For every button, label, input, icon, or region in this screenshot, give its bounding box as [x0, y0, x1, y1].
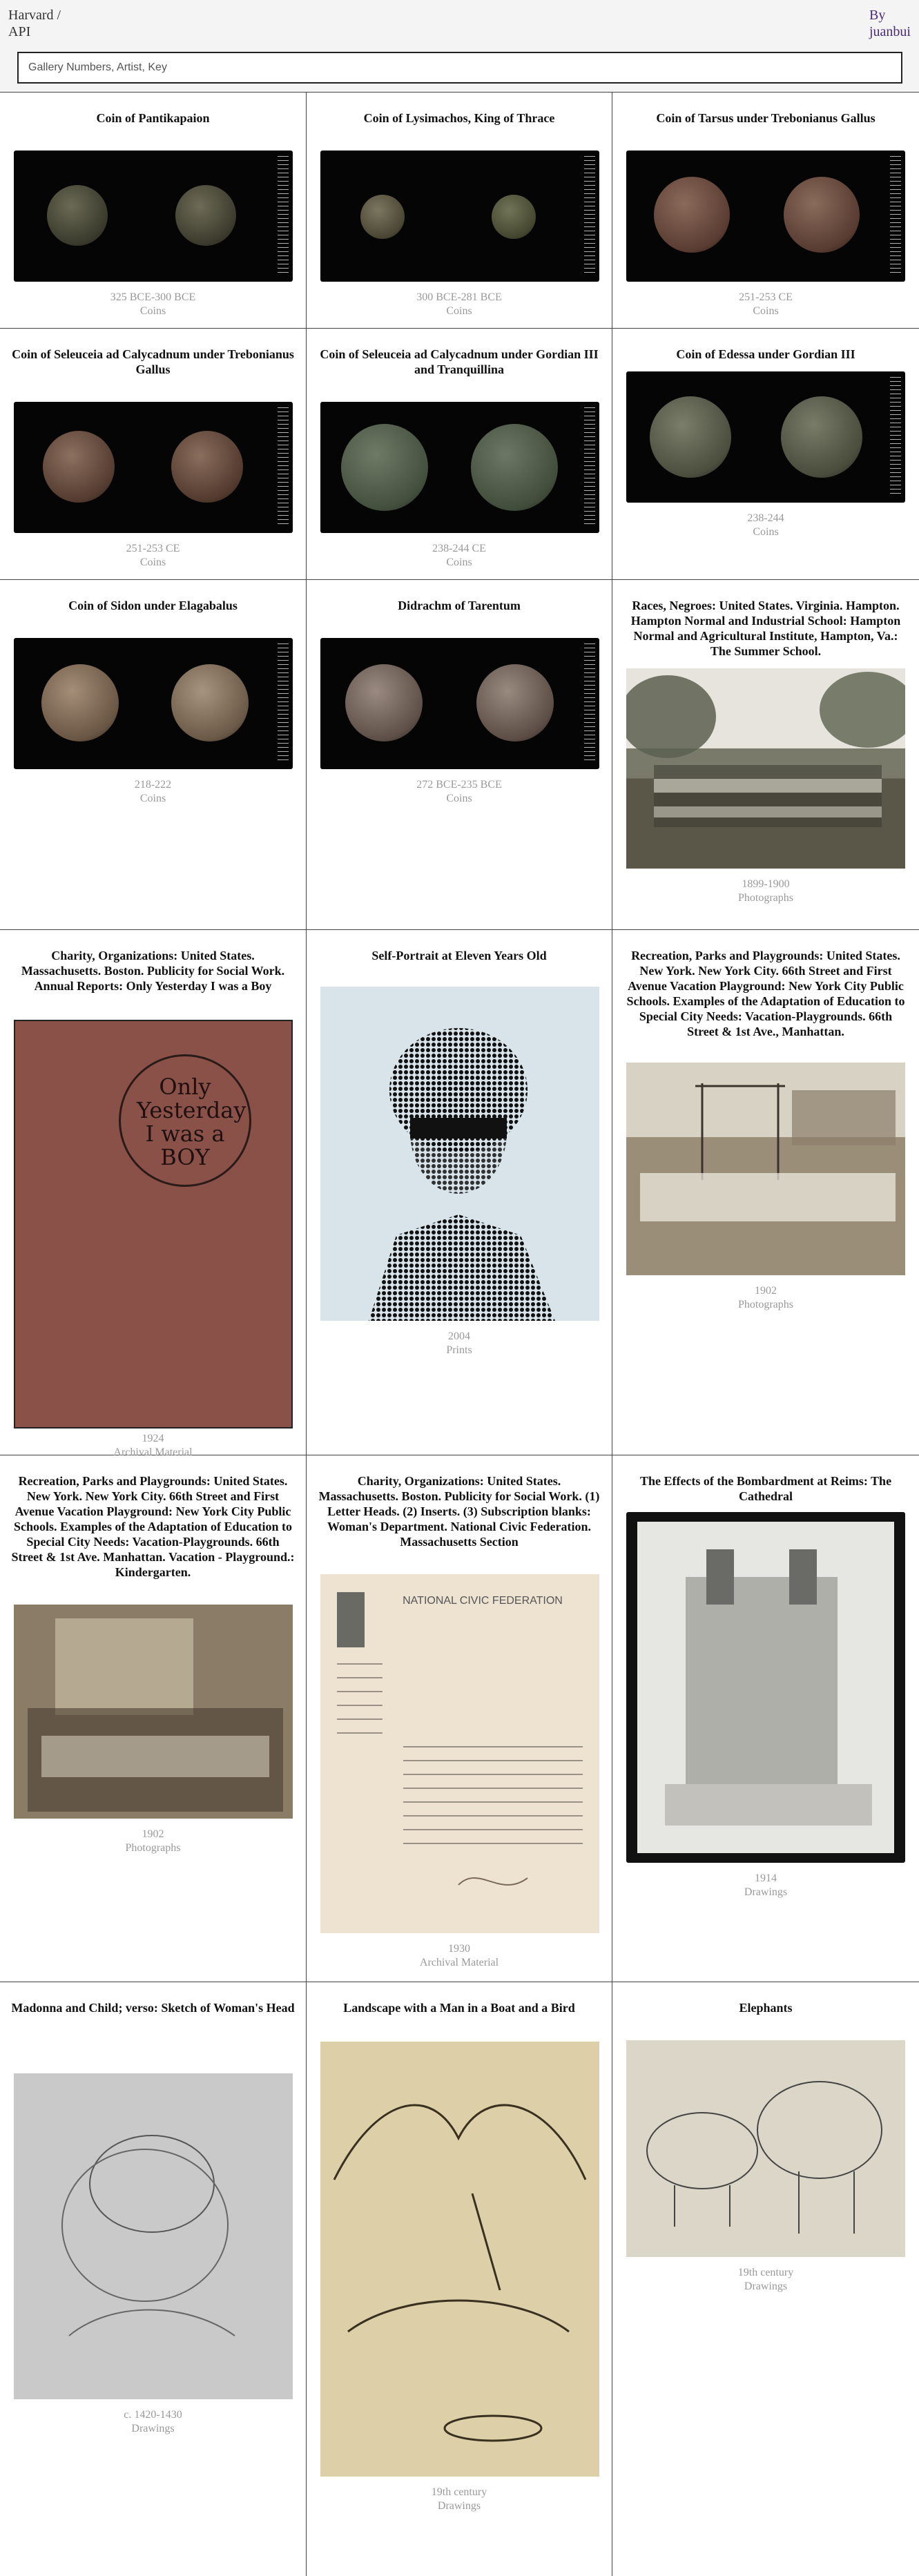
- card-classification: Drawings: [437, 2500, 481, 2512]
- cathedral-sketch-illustration: [637, 1522, 894, 1853]
- coin-reverse: [784, 177, 860, 253]
- coin-image[interactable]: [320, 638, 599, 769]
- card-classification: Photographs: [738, 892, 793, 904]
- cover-title: Only Yesterday I was a BOY: [137, 1074, 246, 1170]
- drawing-image[interactable]: [626, 2040, 905, 2257]
- card-date: c. 1420-1430: [124, 2409, 182, 2421]
- letter-body-illustration: [320, 1574, 599, 1933]
- card-classification: Coins: [139, 556, 166, 568]
- card-classification: Archival Material: [419, 1957, 499, 1968]
- card-title[interactable]: Elephants: [739, 2001, 793, 2015]
- result-card[interactable]: [0, 930, 307, 1458]
- card-title[interactable]: Coin of Pantikapaion: [96, 111, 210, 125]
- card-title[interactable]: Races, Negroes: United States. Virginia. Hampton. Hampton Normal and Industrial School: Hampton Normal and Agricultural Institute, Hampton, Va.: The Summer School.: [630, 599, 901, 658]
- card-classification: Photographs: [125, 1842, 181, 1854]
- card-title[interactable]: The Effects of the Bombardment at Reims: The Cathedral: [639, 1474, 892, 1503]
- card-date: 300 BCE-281 BCE: [416, 291, 502, 303]
- coin-reverse: [781, 396, 862, 478]
- madonna-sketch-illustration: [14, 2073, 293, 2399]
- result-card[interactable]: [307, 580, 612, 930]
- card-classification: Drawings: [744, 2280, 788, 2292]
- scale-ruler: [584, 643, 595, 764]
- card-date: 251-253 CE: [739, 291, 793, 303]
- coin-image[interactable]: [14, 151, 293, 282]
- scale-ruler: [278, 156, 289, 276]
- coin-image[interactable]: [626, 151, 905, 282]
- scale-ruler: [584, 156, 595, 276]
- coin-reverse: [492, 195, 536, 239]
- coin-reverse: [471, 424, 558, 511]
- coin-obverse: [650, 396, 731, 478]
- card-title[interactable]: Coin of Tarsus under Trebonianus Gallus: [656, 111, 876, 125]
- playground-photo-illustration: [626, 1063, 905, 1275]
- group-photo-illustration: [626, 668, 905, 869]
- scale-ruler: [584, 407, 595, 527]
- card-classification: Archival Material: [113, 1446, 193, 1458]
- coin-image[interactable]: [14, 638, 293, 769]
- card-title[interactable]: Coin of Edessa under Gordian III: [676, 347, 855, 361]
- card-date: 1930: [448, 1943, 470, 1955]
- scale-ruler: [890, 377, 901, 497]
- coin-obverse: [43, 431, 115, 503]
- card-classification: Coins: [446, 305, 472, 317]
- card-date: 1914: [755, 1872, 777, 1884]
- brand-line-2[interactable]: API: [8, 24, 31, 39]
- coin-obverse: [41, 664, 119, 742]
- card-date: 1899-1900: [742, 878, 790, 890]
- card-title[interactable]: Landscape with a Man in a Boat and a Bird: [343, 2001, 575, 2015]
- card-classification: Prints: [446, 1344, 472, 1356]
- card-date: 238-244: [747, 512, 784, 524]
- result-card[interactable]: [0, 93, 307, 329]
- card-title[interactable]: Charity, Organizations: United States. Massachusetts. Boston. Publicity for Social Work. Annual Reports: Only Yesterday I was a Boy: [21, 949, 285, 993]
- card-title[interactable]: Self-Portrait at Eleven Years Old: [371, 949, 547, 962]
- elephants-sketch-illustration: [626, 2040, 905, 2257]
- card-title[interactable]: Didrachm of Tarentum: [398, 599, 521, 612]
- result-card[interactable]: [612, 329, 919, 580]
- card-classification: Coins: [753, 305, 779, 317]
- brand[interactable]: [8, 7, 61, 40]
- card-title[interactable]: Recreation, Parks and Playgrounds: United States. New York. New York City. 66th Street and First Avenue Vacation Playground: New York City Public Schools. Examples of the Adaptation of Education to Special City Needs: Vacation-Playgrounds. 66th Street & 1st Ave. Manhattan. Vacation - Playground.: Kindergarten.: [11, 1474, 295, 1579]
- card-date: 238-244 CE: [432, 543, 486, 554]
- photo-image[interactable]: [14, 1605, 293, 1819]
- result-card[interactable]: [307, 930, 612, 1455]
- result-card[interactable]: [612, 930, 919, 1455]
- card-title[interactable]: Coin of Seleuceia ad Calycadnum under Gordian III and Tranquillina: [320, 347, 599, 376]
- card-title[interactable]: Recreation, Parks and Playgrounds: United States. New York. New York City. 66th Street and First Avenue Vacation Playground: New York City Public Schools. Examples of the Adaptation of Education to Special City Needs: Vacation-Playgrounds. 66th Street & 1st Ave., Manhattan.: [626, 949, 905, 1038]
- coin-reverse: [171, 431, 243, 503]
- photo-image[interactable]: [626, 1063, 905, 1275]
- brand-line-1[interactable]: Harvard /: [8, 8, 61, 23]
- result-card[interactable]: [612, 93, 919, 329]
- landscape-ink-illustration: [320, 2042, 599, 2477]
- kindergarten-photo-illustration: [14, 1605, 293, 1819]
- card-date: 251-253 CE: [126, 543, 180, 554]
- scale-ruler: [278, 643, 289, 764]
- card-title[interactable]: Charity, Organizations: United States. Massachusetts. Boston. Publicity for Social Work. (1) Letter Heads. (2) Inserts. (3) Subscription blanks: Woman's Department. National Civic Federation. Massachusetts Section: [318, 1474, 600, 1549]
- result-card[interactable]: [307, 329, 612, 580]
- halftone-portrait-illustration: [320, 987, 599, 1321]
- card-classification: Coins: [139, 305, 166, 317]
- card-title[interactable]: Coin of Lysimachos, King of Thrace: [363, 111, 555, 125]
- card-date: 1902: [142, 1828, 164, 1840]
- card-date: 19th century: [737, 2267, 794, 2278]
- coin-reverse: [175, 185, 236, 246]
- drawing-image[interactable]: [320, 2042, 599, 2477]
- scale-ruler: [278, 407, 289, 527]
- site-header: [0, 0, 919, 45]
- card-date: 1902: [755, 1285, 777, 1297]
- scale-ruler: [890, 156, 901, 276]
- card-date: 272 BCE-235 BCE: [416, 779, 502, 791]
- card-classification: Photographs: [738, 1299, 793, 1310]
- result-card[interactable]: [612, 1455, 919, 1982]
- result-card[interactable]: [307, 1982, 612, 2576]
- card-classification: Coins: [446, 556, 472, 568]
- author-link[interactable]: [869, 7, 911, 40]
- coin-obverse: [345, 664, 423, 742]
- card-classification: Coins: [139, 793, 166, 804]
- drawing-image[interactable]: [14, 2073, 293, 2399]
- letterhead-title: NATIONAL CIVIC FEDERATION: [403, 1595, 563, 1607]
- search-bar: [0, 45, 919, 92]
- result-card[interactable]: [612, 580, 919, 930]
- result-card[interactable]: [0, 1982, 307, 2576]
- card-title[interactable]: Coin of Seleuceia ad Calycadnum under Trebonianus Gallus: [12, 347, 294, 376]
- letterhead-image[interactable]: [320, 1574, 599, 1933]
- coin-image[interactable]: [320, 402, 599, 533]
- print-image[interactable]: [320, 987, 599, 1321]
- result-card[interactable]: [0, 580, 307, 930]
- card-date: 19th century: [431, 2486, 487, 2498]
- author-name[interactable]: juanbui: [869, 24, 911, 39]
- search-input[interactable]: [17, 52, 902, 84]
- card-classification: Coins: [446, 793, 472, 804]
- drawing-image[interactable]: [626, 1512, 905, 1863]
- photo-image[interactable]: [626, 668, 905, 869]
- booklet-cover-image[interactable]: [14, 1020, 293, 1429]
- card-classification: Drawings: [744, 1886, 788, 1898]
- coin-reverse: [171, 664, 249, 742]
- card-classification: Coins: [753, 526, 779, 538]
- card-title[interactable]: Madonna and Child; verso: Sketch of Woman's Head: [11, 2001, 295, 2015]
- card-date: 218-222: [134, 779, 172, 791]
- by-label: By: [869, 8, 886, 23]
- card-date: 325 BCE-300 BCE: [110, 291, 196, 303]
- card-date: 2004: [448, 1330, 470, 1342]
- coin-image[interactable]: [320, 151, 599, 282]
- result-card[interactable]: [0, 329, 307, 580]
- coin-image[interactable]: [626, 371, 905, 503]
- coin-reverse: [476, 664, 554, 742]
- coin-obverse: [654, 177, 730, 253]
- result-card[interactable]: [0, 1455, 307, 1982]
- card-date: 1924: [142, 1433, 164, 1444]
- result-card[interactable]: [307, 93, 612, 329]
- card-classification: Drawings: [131, 2423, 175, 2434]
- coin-obverse: [341, 424, 428, 511]
- drawing-mat: [637, 1522, 894, 1853]
- card-title[interactable]: Coin of Sidon under Elagabalus: [68, 599, 238, 612]
- result-card[interactable]: [307, 1455, 612, 1982]
- coin-obverse: [360, 195, 405, 239]
- result-card[interactable]: [612, 1982, 919, 2576]
- coin-obverse: [47, 185, 108, 246]
- coin-image[interactable]: [14, 402, 293, 533]
- results-grid: [0, 92, 919, 2512]
